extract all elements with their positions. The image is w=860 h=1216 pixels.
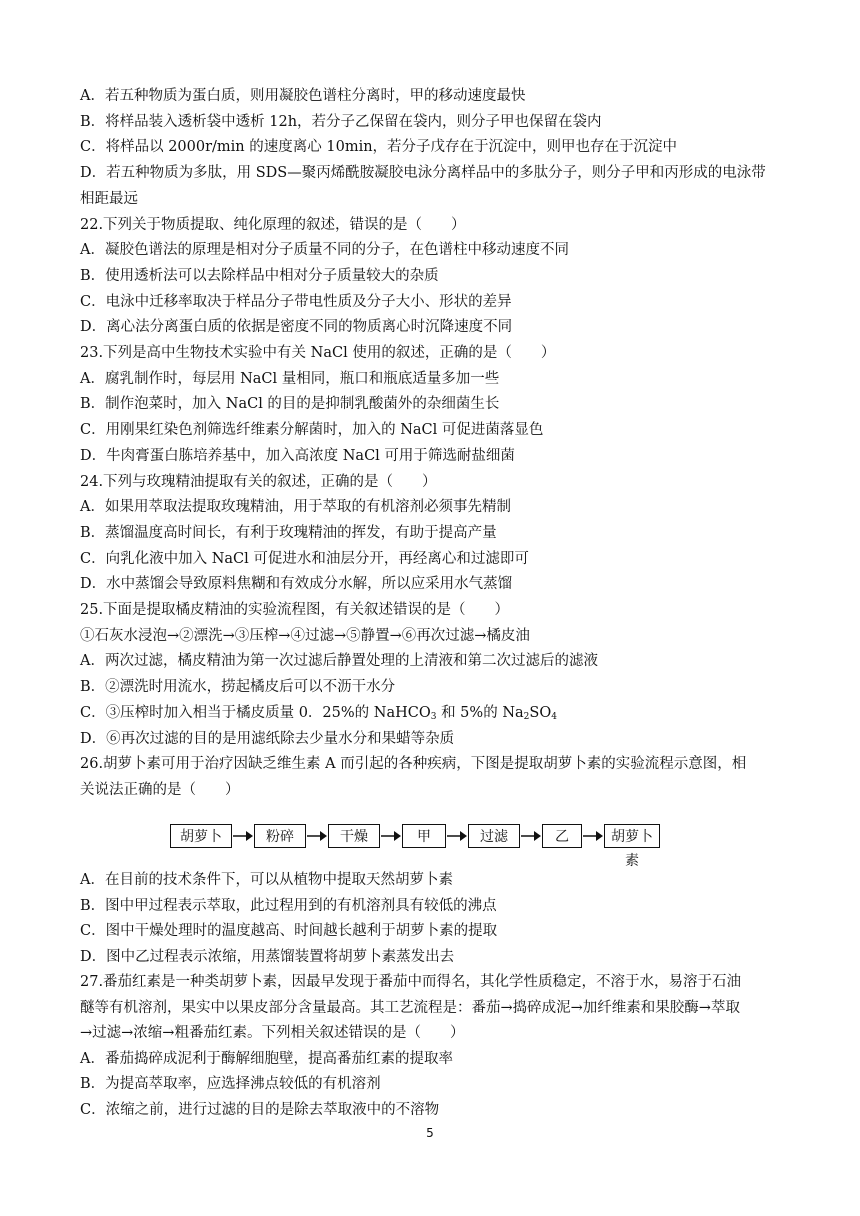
text-line: C．用刚果红染色剂筛选纤维素分解菌时，加入的 NaCl 可促进菌落显色: [80, 422, 544, 439]
carotene-flowchart: [170, 824, 660, 869]
text-line: B．制作泡菜时，加入 NaCl 的目的是抑制乳酸菌外的杂细菌生长: [80, 396, 500, 413]
text-line: D．牛肉膏蛋白胨培养基中，加入高浓度 NaCl 可用于筛选耐盐细菌: [80, 447, 515, 464]
flow-step-carotene: 胡萝卜素: [604, 824, 660, 848]
flow-step-crush: 粉碎: [254, 824, 306, 848]
flow-step-yi: 乙: [542, 824, 582, 848]
text-line: 23.下列是高中生物技术实验中有关 NaCl 使用的叙述，正确的是（ ）: [80, 345, 556, 361]
text-line: A．如果用萃取法提取玫瑰精油，用于萃取的有机溶剂必须事先精制: [80, 499, 511, 516]
text-line: D．离心法分离蛋白质的依据是密度不同的物质离心时沉降速度不同: [80, 319, 513, 336]
text-line: 26.胡萝卜素可用于治疗因缺乏维生素 A 而引起的各种疾病，下图是提取胡萝卜素的实验流程示意图，相: [80, 756, 747, 773]
text-line: C．将样品以 2000r/min 的速度离心 10min，若分子戊存在于沉淀中，则甲也存在于沉淀中: [80, 139, 678, 156]
text-line: A．在目前的技术条件下，可以从植物中提取天然胡萝卜素: [80, 872, 453, 888]
text-line: 醚等有机溶剂，果实中以果皮部分含量最高。其工艺流程是：番茄→捣碎成泥→加纤维素和果胶酶→萃取: [80, 999, 740, 1016]
arrow-icon: [307, 829, 327, 843]
text-line: 25.下面是提取橘皮精油的实验流程图，有关叙述错误的是（ ）: [80, 602, 510, 618]
flow-step-filter: 过滤: [468, 824, 520, 848]
text-line: 27.番茄红素是一种类胡萝卜素，因最早发现于番茄中而得名，其化学性质稳定，不溶于水，易溶于石油: [80, 974, 742, 990]
text-line: ①石灰水浸泡→②漂洗→③压榨→④过滤→⑤静置→⑥再次过滤→橘皮油: [80, 627, 530, 644]
text-line: A．凝胶色谱法的原理是相对分子质量不同的分子，在色谱柱中移动速度不同: [80, 242, 569, 259]
flow-step-dry: 干燥: [328, 824, 380, 848]
text-line: B．使用透析法可以去除样品中相对分子质量较大的杂质: [80, 267, 439, 284]
text-line: D．水中蒸馏会导致原料焦糊和有效成分水解，所以应采用水气蒸馏: [80, 576, 513, 593]
text-line: B．蒸馏温度高时间长，有利于玫瑰精油的挥发，有助于提高产量: [80, 524, 497, 541]
text-line: B．将样品装入透析袋中透析 12h，若分子乙保留在袋内，则分子甲也保留在袋内: [80, 113, 602, 130]
arrow-icon: [521, 829, 541, 843]
text-line: 24.下列与玫瑰精油提取有关的叙述，正确的是（ ）: [80, 473, 437, 490]
text-line: B．为提高萃取率，应选择沸点较低的有机溶剂: [80, 1076, 381, 1092]
text-line: A．腐乳制作时，每层用 NaCl 量相同，瓶口和瓶底适量多加一些: [80, 370, 500, 387]
text-line: D．图中乙过程表示浓缩，用蒸馏装置将胡萝卜素蒸发出去: [80, 948, 455, 965]
text-line: B．②漂洗时用流水，捞起橘皮后可以不沥干水分: [80, 679, 396, 696]
text-line: 22.下列关于物质提取、纯化原理的叙述，错误的是（ ）: [80, 216, 466, 233]
arrow-icon: [233, 829, 253, 843]
flow-step-jia: 甲: [402, 824, 446, 848]
arrow-icon: [381, 829, 401, 843]
text-line: C．浓缩之前，进行过滤的目的是除去萃取液中的不溶物: [80, 1101, 440, 1118]
text-line: A．番茄捣碎成泥利于酶解细胞壁，提高番茄红素的提取率: [80, 1050, 453, 1067]
text-line: 相距最远: [80, 190, 138, 207]
arrow-icon: [447, 829, 467, 843]
text-line: →过滤→浓缩→粗番茄红素。下列相关叙述错误的是（ ）: [80, 1025, 465, 1041]
arrow-icon: [583, 829, 603, 843]
text-line: D．⑥再次过滤的目的是用滤纸除去少量水分和果蜡等杂质: [80, 730, 455, 747]
text-line: A．若五种物质为蛋白质，则用凝胶色谱柱分离时，甲的移动速度最快: [80, 88, 526, 104]
page-number: 5: [426, 1126, 434, 1140]
text-line: C．③压榨时加入相当于橘皮质量 0．25%的 NaHCO$_3$ 和 5%的 $Na_2SO_4$: [80, 704, 557, 722]
text-line: 关说法正确的是（ ）: [80, 781, 240, 798]
text-line: D．若五种物质为多肽，用 SDS—聚丙烯酰胺凝胶电泳分离样品中的多肽分子，则分子甲和丙形成的电泳带: [80, 165, 766, 182]
text-line: C．电泳中迁移率取决于样品分子带电性质及分子大小、形状的差异: [80, 293, 512, 310]
text-line: C．向乳化液中加入 NaCl 可促进水和油层分开，再经离心和过滤即可: [80, 550, 529, 567]
text-line: C．图中干燥处理时的温度越高、时间越长越利于胡萝卜素的提取: [80, 923, 498, 939]
flow-step-carrot: 胡萝卜: [170, 824, 232, 848]
text-line: B．图中甲过程表示萃取，此过程用到的有机溶剂具有较低的沸点: [80, 897, 497, 914]
text-line: A．两次过滤，橘皮精油为第一次过滤后静置处理的上清液和第二次过滤后的滤液: [80, 653, 598, 670]
